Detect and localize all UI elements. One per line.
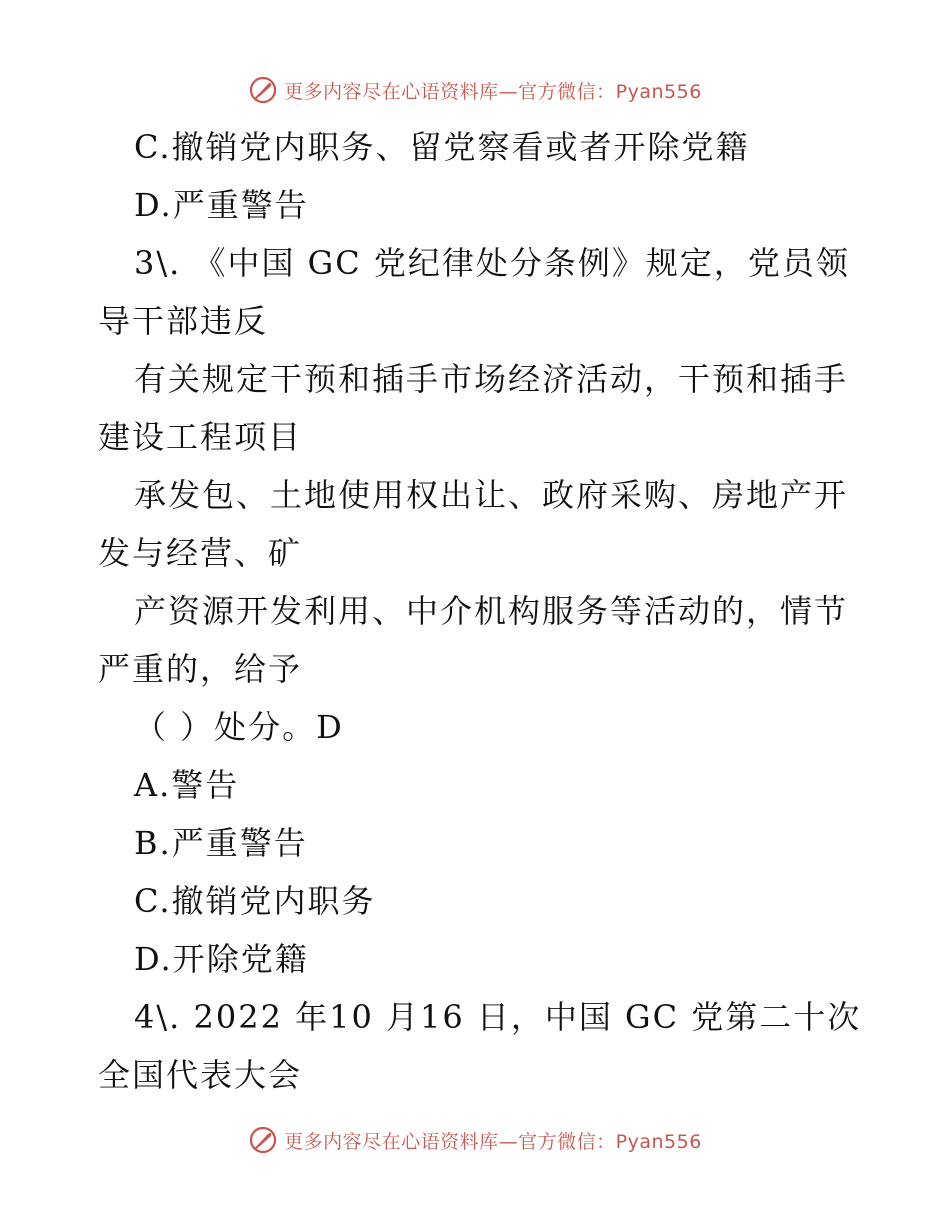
footer-watermark	[0, 1122, 950, 1158]
text-line: D.严重警告	[134, 186, 309, 224]
text-line: 发与经营、矿	[98, 534, 303, 572]
header-text: 更多内容尽在心语资料库—官方微信：Pyan556	[284, 80, 702, 103]
text-line: 3\. 《中国 GC 党纪律处分条例》规定，党员领	[134, 244, 850, 282]
header-watermark	[0, 72, 950, 108]
document-body	[98, 118, 862, 1104]
text-line: C.撤销党内职务、留党察看或者开除党籍	[134, 128, 750, 166]
feather-pen-icon	[248, 75, 278, 105]
footer-text: 更多内容尽在心语资料库—官方微信：Pyan556	[284, 1130, 702, 1153]
text-line: 有关规定干预和插手市场经济活动，干预和插手	[134, 360, 849, 398]
text-line: （ ）处分。D	[134, 708, 344, 746]
text-line: D.开除党籍	[134, 940, 309, 978]
text-line: 建设工程项目	[98, 418, 303, 456]
text-line: 导干部违反	[98, 302, 269, 340]
text-line: 4\. 2022 年10 月16 日，中国 GC 党第二十次	[134, 998, 862, 1036]
text-line: 承发包、土地使用权出让、政府采购、房地产开	[134, 476, 849, 514]
text-line: A.警告	[134, 766, 240, 804]
text-line: 产资源开发利用、中介机构服务等活动的，情节	[134, 592, 849, 630]
feather-pen-icon	[248, 1125, 278, 1155]
text-line: B.严重警告	[134, 824, 308, 862]
text-line: 全国代表大会	[98, 1056, 303, 1094]
text-line: 严重的，给予	[98, 650, 303, 688]
text-line: C.撤销党内职务	[134, 882, 376, 920]
